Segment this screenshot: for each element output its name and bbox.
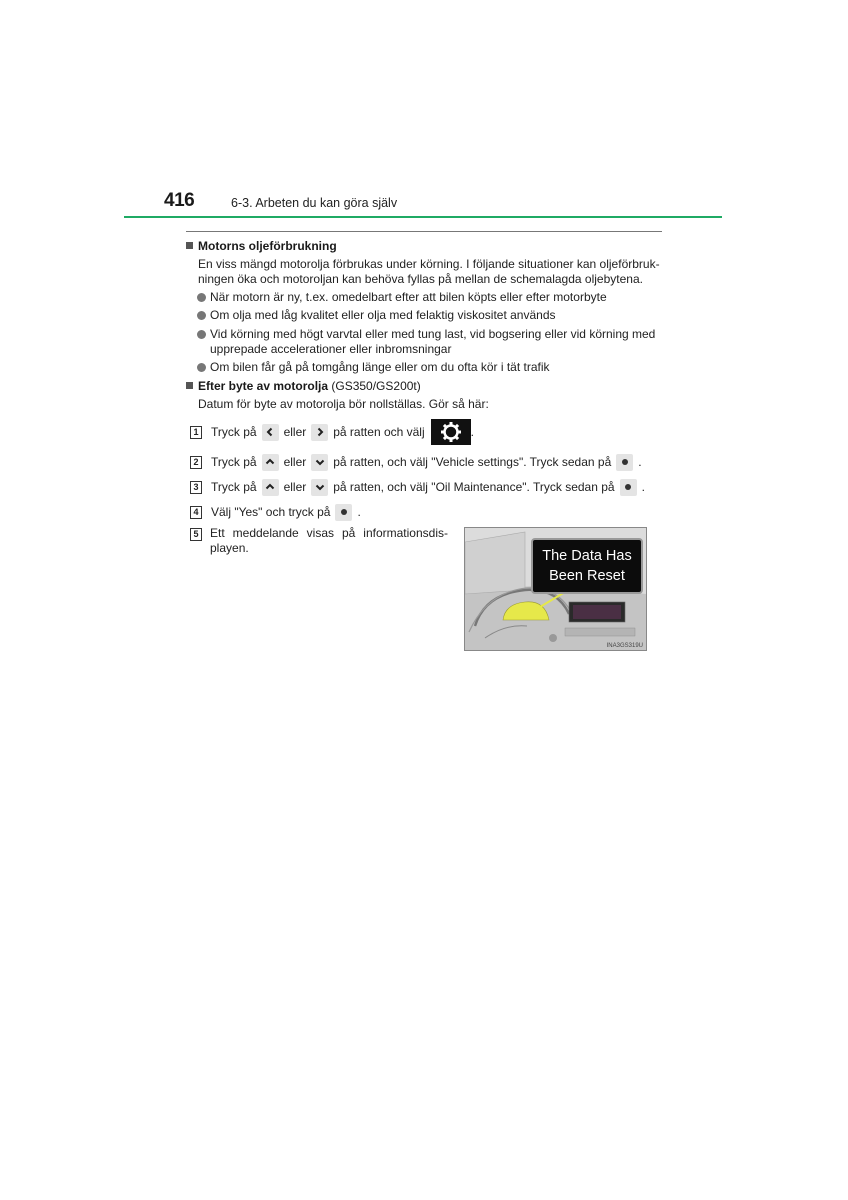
enter-button-icon: [620, 479, 637, 496]
oil-change-intro: Datum för byte av motorolja bör nollställas. Gör så här:: [198, 397, 489, 411]
bullet-item: När motorn är ny, t.ex. omedelbart efter att bilen köpts eller efter motorbyte: [210, 290, 607, 305]
chevron-up-icon: [262, 479, 279, 496]
square-bullet-icon: [186, 382, 193, 389]
bullet-dot-icon: [197, 293, 206, 302]
content-divider: [186, 231, 662, 232]
square-bullet-icon: [186, 242, 193, 249]
step-4: 4 Välj "Yes" och tryck på .: [190, 503, 361, 521]
step-number: 3: [190, 481, 202, 494]
enter-button-icon: [616, 454, 633, 471]
bullet-dot-icon: [197, 311, 206, 320]
bullet-item: Om bilen får gå på tomgång länge eller om du ofta kör i tät trafik: [210, 360, 550, 375]
dashboard-illustration: [464, 527, 647, 651]
section-title: 6-3. Arbeten du kan göra själv: [231, 196, 398, 210]
step-2: 2 Tryck på eller på ratten, och välj "Vehicle settings". Tryck sedan på .: [190, 453, 642, 471]
chevron-down-icon: [311, 479, 328, 496]
step-1: 1 Tryck på eller på ratten och välj .: [190, 418, 474, 446]
bullet-item: Vid körning med högt varvtal eller med tung last, vid bogsering eller vid körning med upprepade accelerationer eller inbromsningar: [210, 327, 655, 357]
chevron-left-icon: [262, 424, 279, 441]
bullet-dot-icon: [197, 363, 206, 372]
oil-change-heading: Efter byte av motorolja (GS350/GS200t): [186, 379, 421, 393]
oil-consumption-heading: Motorns oljeförbrukning: [186, 239, 337, 253]
step-number: 4: [190, 506, 202, 519]
figure-code: INA3GS319U: [606, 643, 643, 649]
page-number: 416: [164, 190, 195, 211]
intro-line: En viss mängd motorolja förbrukas under körning. I följande situationer kan oljeförbruk-: [198, 257, 660, 271]
step-5-text: Ett meddelande visas på informationsdis- playen.: [210, 526, 448, 555]
data-reset-callout: The Data Has Been Reset: [531, 538, 643, 594]
chevron-up-icon: [262, 454, 279, 471]
enter-button-icon: [335, 504, 352, 521]
bullet-item: Om olja med låg kvalitet eller olja med felaktig viskositet används: [210, 308, 556, 323]
step-number: 5: [190, 528, 202, 541]
step-3: 3 Tryck på eller på ratten, och välj "Oil Maintenance". Tryck sedan på .: [190, 478, 645, 496]
bullet-dot-icon: [197, 330, 206, 339]
header-divider: [124, 216, 722, 218]
step-number: 2: [190, 456, 202, 469]
step-number: 1: [190, 426, 202, 439]
oil-consumption-intro: [198, 257, 660, 287]
chevron-right-icon: [311, 424, 328, 441]
intro-line: ningen öka och motoroljan kan behöva fyllas på mellan de schemalagda oljebytena.: [198, 272, 643, 286]
gear-icon: [431, 419, 471, 445]
chevron-down-icon: [311, 454, 328, 471]
